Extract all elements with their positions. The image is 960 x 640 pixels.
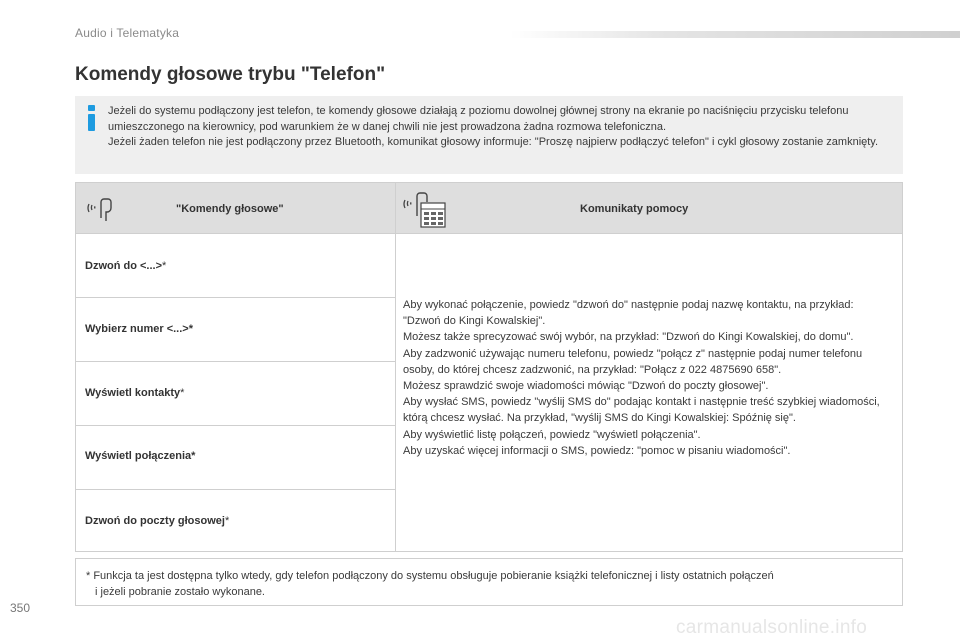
command-label: Wybierz numer <...>* bbox=[85, 323, 194, 335]
table-row bbox=[76, 490, 396, 551]
info-icon bbox=[86, 105, 98, 131]
command-label: Dzwoń do <...>* bbox=[85, 260, 167, 272]
info-paragraph: Jeżeli żaden telefon nie jest podłączony przez Bluetooth, komunikat głosowy informuje: "Proszę najpierw podłączyć telefon" i cykl głosowy zostanie zamknięty. bbox=[108, 136, 879, 148]
command-label: Wyświetl połączenia* bbox=[85, 450, 196, 462]
table-row bbox=[76, 362, 396, 426]
voice-command-icon bbox=[86, 194, 116, 224]
help-line: Aby zadzwonić używając numeru telefonu, powiedz "połącz z" następnie podaj numer telefonu osoby, do której chcesz zadzwonić, na przykład: "Połącz z 022 4875690 658". bbox=[403, 347, 863, 376]
table-header-help bbox=[396, 183, 902, 234]
help-line: Możesz także sprecyzować swój wybór, na przykład: "Dzwoń do Kingi Kowalskiej, do domu". bbox=[403, 331, 854, 344]
table-row bbox=[76, 298, 396, 362]
footnote-line: * Funkcja ta jest dostępna tylko wtedy, gdy telefon podłączony do systemu obsługuje pobieranie książki telefonicznej i listy ostatnich połączeń bbox=[86, 570, 774, 582]
help-text bbox=[403, 297, 893, 459]
page-number: 350 bbox=[10, 601, 31, 615]
help-line: Aby wykonać połączenie, powiedz "dzwoń do" następnie podaj nazwę kontaktu, na przykład: "Dzwoń do Kingi Kowalskiej". bbox=[403, 299, 854, 328]
info-text bbox=[108, 104, 893, 151]
header-gradient-bar bbox=[510, 31, 960, 38]
page-title: Komendy głosowe trybu "Telefon" bbox=[75, 64, 386, 85]
footnote bbox=[86, 568, 886, 600]
help-header-label: Komunikaty pomocy bbox=[580, 203, 689, 215]
footnote-box bbox=[75, 558, 903, 606]
table-header-commands bbox=[76, 183, 396, 234]
help-line: Możesz sprawdzić swoje wiadomości mówiąc "Dzwoń do poczty głosowej". bbox=[403, 380, 769, 393]
table-row bbox=[76, 234, 396, 298]
watermark: carmanualsonline.info bbox=[676, 617, 868, 638]
table-row bbox=[76, 426, 396, 490]
footnote-line: i jeżeli pobranie zostało wykonane. bbox=[95, 586, 265, 598]
commands-header-label: "Komendy głosowe" bbox=[176, 203, 284, 215]
help-line: Aby wyświetlić listę połączeń, powiedz "wyświetl połączenia". bbox=[403, 428, 701, 441]
command-label: Dzwoń do poczty głosowej* bbox=[85, 515, 230, 527]
info-paragraph: Jeżeli do systemu podłączony jest telefon, te komendy głosowe działają z poziomu dowolnej głównej strony na ekranie po naciśnięciu przycisku telefonu umieszczonego na kierownicy, pod warunkiem że w danej chwili nie jest prowadzona żadna rozmowa telefoniczna. bbox=[108, 105, 849, 133]
header-section-label: Audio i Telematyka bbox=[75, 26, 180, 40]
voice-commands-table bbox=[75, 182, 903, 552]
info-box bbox=[75, 96, 903, 174]
help-line: Aby wysłać SMS, powiedz "wyślij SMS do" podając kontakt i następnie treść szybkiej wiadomości, którą chcesz wysłać. Na przykład, "wyślij SMS do Kingi Kowalskiej: Spóźnię się". bbox=[403, 396, 880, 425]
command-label: Wyświetl kontakty* bbox=[85, 387, 185, 399]
help-messages-cell bbox=[396, 234, 902, 551]
voice-help-icon bbox=[402, 188, 448, 230]
help-line: Aby uzyskać więcej informacji o SMS, powiedz: "pomoc w pisaniu wiadomości". bbox=[403, 444, 791, 457]
